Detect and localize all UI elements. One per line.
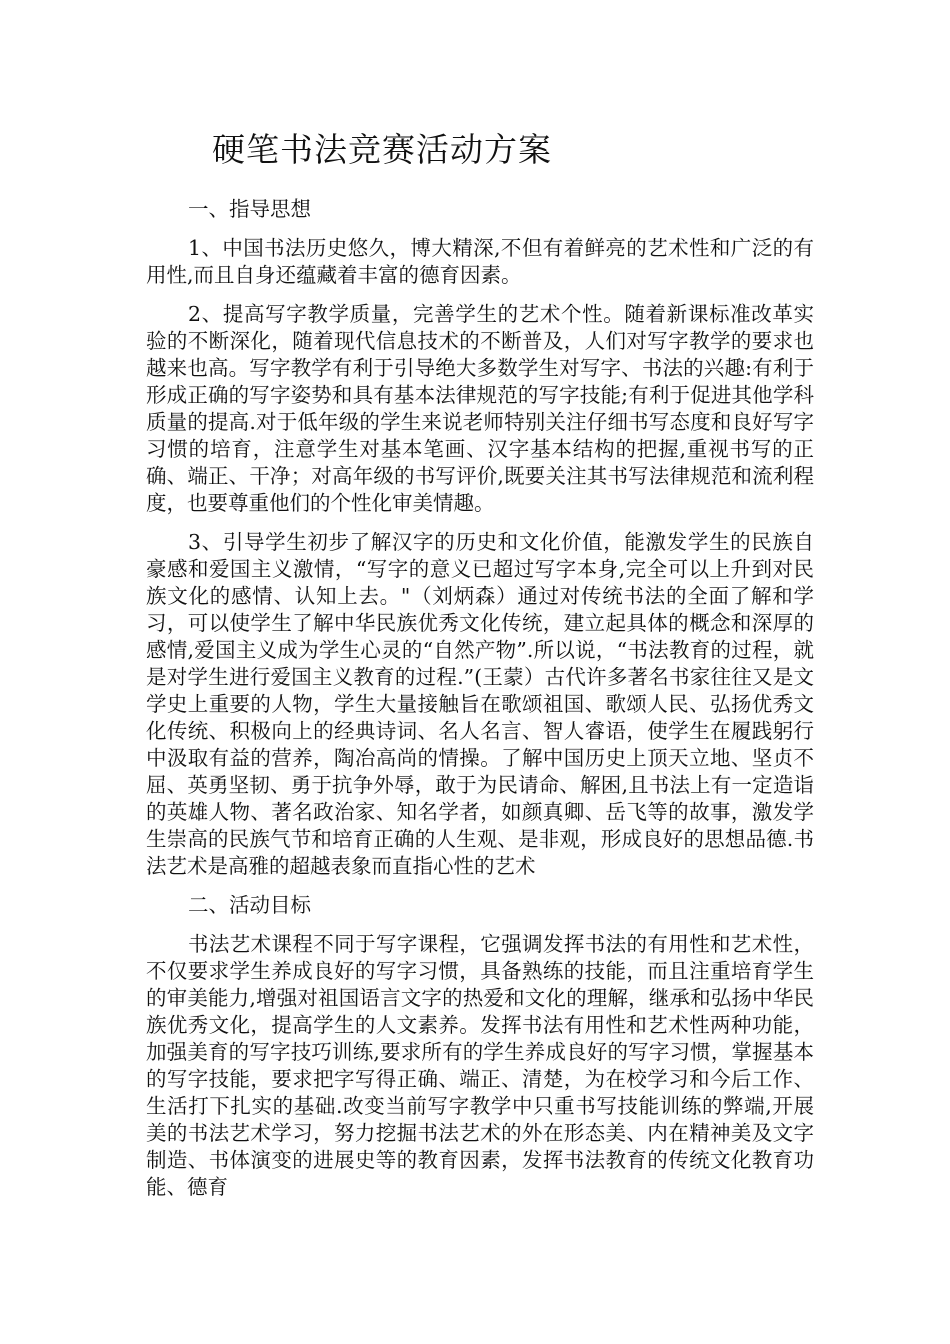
- paragraph-culture-value: 3、引导学生初步了解汉字的历史和文化价值，能激发学生的民族自豪感和爱国主义激情，“写字的意义已超过写字本身,完全可以上升到对民族文化的感情、认知上去。"（刘炳森）通过对传统书法的全面了解和学习，可以使学生了解中华民族优秀文化传统，建立起具体的概念和深厚的感情,爱国主义成为学生心灵的“自然产物”.所以说，“书法教育的过程，就是对学生进行爱国主义教育的过程.”(王蒙）古代许多著名书家往往又是文学史上重要的人物，学生大量接触旨在歌颂祖国、歌颂人民、弘扬优秀文化传统、积极向上的经典诗词、名人名言、智人睿语，使学生在履践躬行中汲取有益的营养，陶冶高尚的情操。了解中国历史上顶天立地、坚贞不屈、英勇坚韧、勇于抗争外辱，敢于为民请命、解困,且书法上有一定造诣的英雄人物、著名政治家、知名学者，如颜真卿、岳飞等的故事，激发学生崇高的民族气节和培育正确的人生观、是非观，形成良好的思想品德.书法艺术是高雅的超越表象而直指心性的艺术: [146, 530, 814, 878]
- paragraph-teaching-quality: 2、提高写字教学质量，完善学生的艺术个性。随着新课标准改革实验的不断深化，随着现代信息技术的不断普及，人们对写字教学的要求也越来也高。写字教学有利于引导绝大多数学生对写字、书法的兴趣:有利于形成正确的写字姿势和具有基本法律规范的写字技能;有利于促进其他学科质量的提高.对于低年级的学生来说老师特别关注仔细书写态度和良好写字习惯的培育，注意学生对基本笔画、汉字基本结构的把握,重视书写的正确、端正、干净；对高年级的书写评价,既要关注其书写法律规范和流利程度，也要尊重他们的个性化审美情趣。: [146, 302, 814, 515]
- section-heading-guiding-ideology: 一、指导思想: [188, 197, 311, 221]
- document-title: 硬笔书法竞赛活动方案: [212, 130, 552, 169]
- paragraph-history: 1、中国书法历史悠久，博大精深,不但有着鲜亮的艺术性和广泛的有用性,而且自身还蕴藏着丰富的德育因素。: [146, 236, 814, 287]
- document-body: [146, 196, 814, 1213]
- section-heading-activity-goals: 二、活动目标: [188, 893, 311, 917]
- paragraph-goals: 书法艺术课程不同于写字课程，它强调发挥书法的有用性和艺术性，不仅要求学生养成良好的写字习惯，具备熟练的技能，而且注重培育学生的审美能力,增强对祖国语言文字的热爱和文化的理解，继承和弘扬中华民族优秀文化，提高学生的人文素养。发挥书法有用性和艺术性两种功能，加强美育的写字技巧训练,要求所有的学生养成良好的写字习惯，掌握基本的写字技能，要求把字写得正确、端正、清楚，为在校学习和今后工作、生活打下扎实的基础.改变当前写字教学中只重书写技能训练的弊端,开展美的书法艺术学习，努力挖掘书法艺术的外在形态美、内在精神美及文字制造、书体演变的进展史等的教育因素，发挥书法教育的传统文化教育功能、德育: [146, 932, 814, 1199]
